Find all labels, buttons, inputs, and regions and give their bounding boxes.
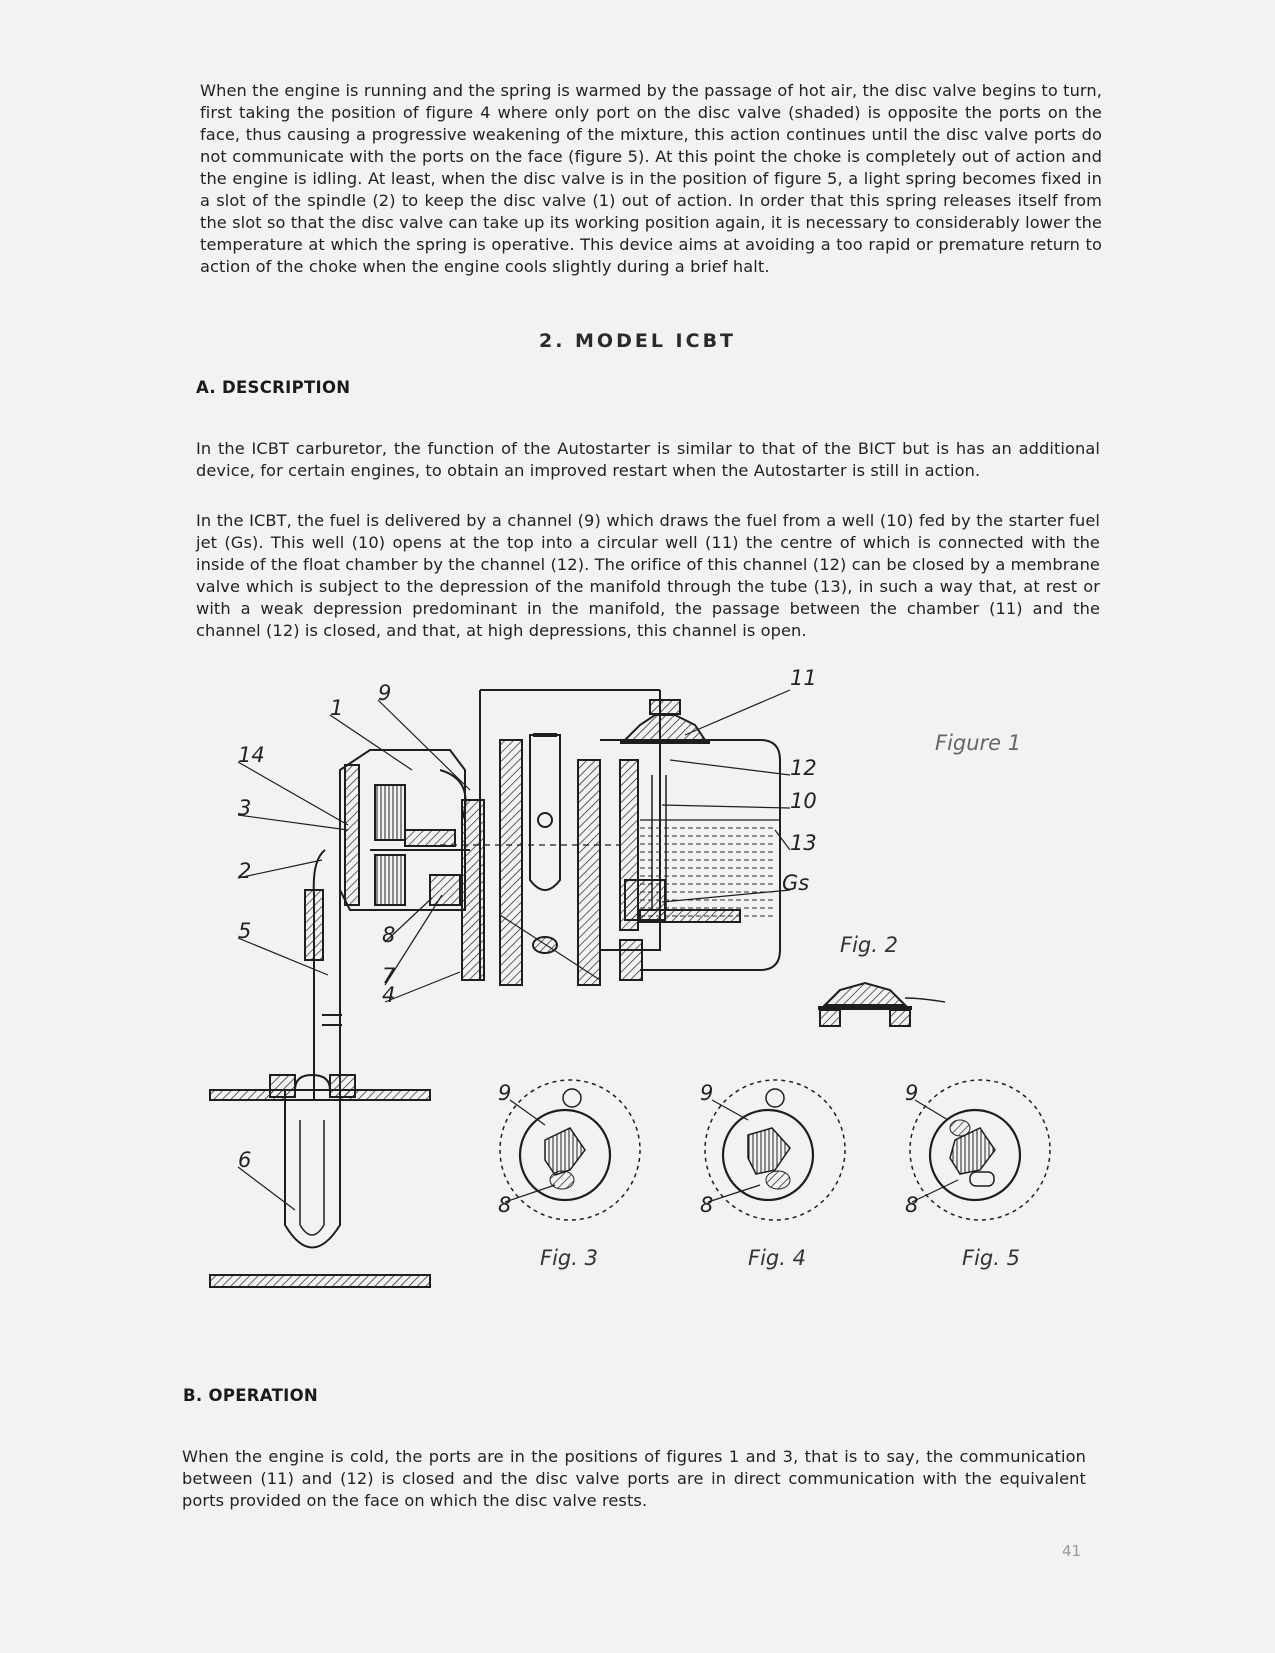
fig4-label-8: 8 [700,1193,714,1217]
label-6: 6 [238,1148,252,1172]
fig3-label-8: 8 [498,1193,512,1217]
fig5-disc-valve [910,1080,1050,1220]
fig3-disc-valve [500,1080,640,1220]
fig-3-caption: Fig. 3 [540,1246,598,1270]
fig-5-caption: Fig. 5 [962,1246,1020,1270]
label-1: 1 [330,696,344,720]
figure-1-caption: Figure 1 [935,731,1022,755]
label-11: 11 [790,666,817,690]
label-12: 12 [790,756,817,780]
label-4: 4 [382,983,396,1007]
label-gs: Gs [782,871,810,895]
fig4-disc-valve [705,1080,845,1220]
fig2-membrane-detail [818,983,945,1026]
intro-paragraph: When the engine is running and the spring is warmed by the passage of hot air, the disc valve begins to turn, first taking the position of figure 4 where only port on the disc valve (shaded) is opposite the ports on the face, thus causing a progressive weakening of the mixture, this action continues until the disc valve ports do not communicate with the ports on the face (figure 5). At this point the choke is completely out of action and the engine is idling. At least, when the disc valve is in the position of figure 5, a light spring becomes fixed in a slot of the spindle (2) to keep the disc valve (1) out of action. In order that this spring releases itself from the slot so that the disc valve can take up its working position again, it is necessary to considerably lower the temperature at which the spring is operative. This device aims at avoiding a too rapid or premature return to action of the choke when the engine cools slightly during a brief halt. [200,81,1102,277]
description-heading: A. DESCRIPTION [196,378,351,397]
label-2: 2 [238,859,252,883]
label-7: 7 [382,964,396,988]
label-13: 13 [790,831,817,855]
carburetor-body [210,690,780,1287]
fig4-label-9: 9 [700,1081,714,1105]
fig5-label-9: 9 [905,1081,919,1105]
fig-2-caption: Fig. 2 [840,933,898,957]
operation-heading: B. OPERATION [183,1386,319,1405]
fig5-label-8: 8 [905,1193,919,1217]
fig-4-caption: Fig. 4 [748,1246,806,1270]
page-number: 41 [1062,1542,1082,1560]
operation-paragraph: When the engine is cold, the ports are in the positions of figures 1 and 3, that is to say, the communication between (11) and (12) is closed and the disc valve ports are in direct communication with the equivalent ports provided on the face on which the disc valve rests. [182,1447,1086,1511]
label-9: 9 [378,681,392,705]
label-5: 5 [238,919,252,943]
label-8: 8 [382,923,396,947]
fig3-label-9: 9 [498,1081,512,1105]
description-paragraph-1: In the ICBT carburetor, the function of the Autostarter is similar to that of the BICT but is has an additional device, for certain engines, to obtain an improved restart when the Autostarter is still in action. [196,439,1100,481]
section-title: 2. MODEL ICBT [538,330,737,352]
carburetor-diagram [200,666,1120,1350]
label-10: 10 [790,789,817,813]
label-14: 14 [238,743,265,767]
description-paragraph-2: In the ICBT, the fuel is delivered by a channel (9) which draws the fuel from a well (10) fed by the starter fuel jet (Gs). This well (10) opens at the top into a circular well (11) the centre of which is connected with the inside of the float chamber by the channel (12). The orifice of this channel (12) can be closed by a membrane valve which is subject to the depression of the manifold through the tube (13), in such a way that, at rest or with a weak depression predominant in the manifold, the passage between the chamber (11) and the channel (12) is closed, and that, at high depressions, this channel is open. [196,511,1100,641]
label-3: 3 [238,796,252,820]
